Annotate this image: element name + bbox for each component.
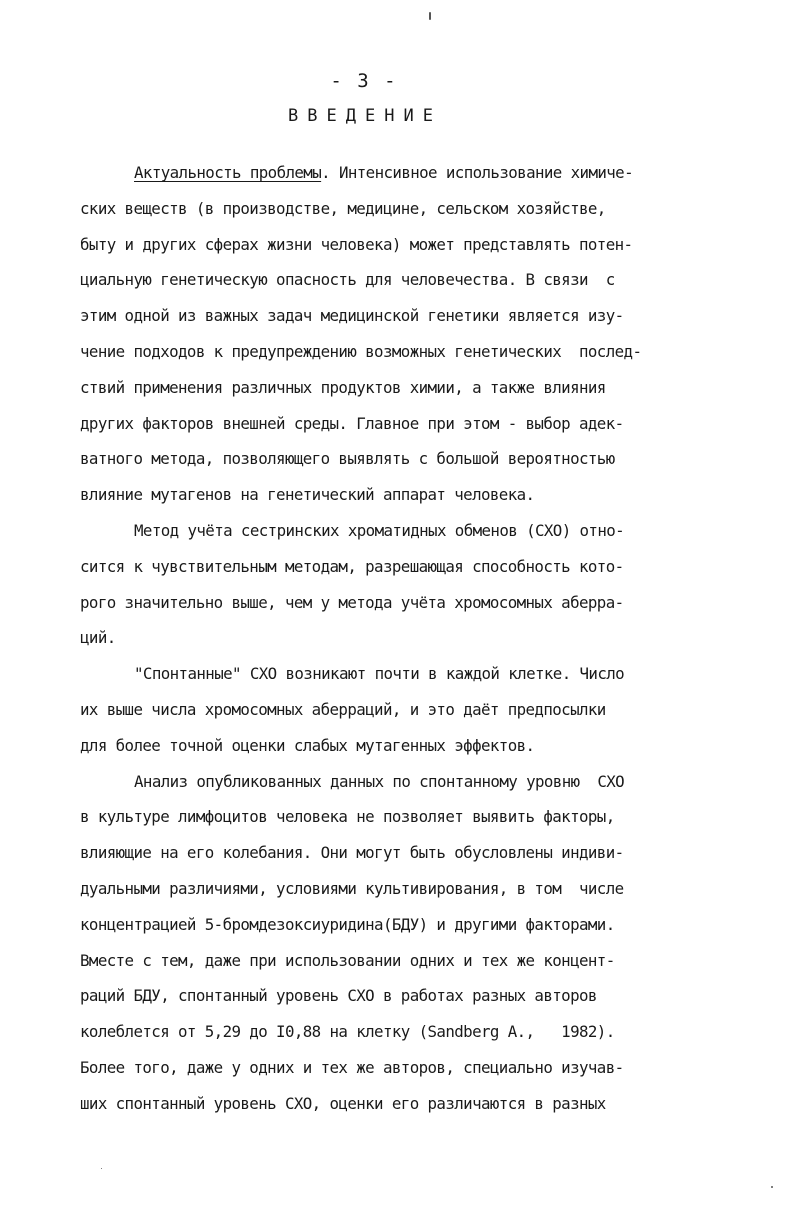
text-line: сится к чувствительным методам, разрешающая способность кото- xyxy=(80,556,624,576)
text-line: Более того, даже у одних и тех же авторов, специально изучав- xyxy=(80,1057,624,1077)
text-line: ших спонтанный уровень СХО, оценки его различаются в разных xyxy=(80,1093,606,1113)
text-line: ствий применения различных продуктов химии, а также влияния xyxy=(80,377,606,397)
text-line: в культуре лимфоцитов человека не позволяет выявить факторы, xyxy=(80,807,615,827)
text-line: Метод учёта сестринских хроматидных обменов (СХО) отно- xyxy=(134,520,625,540)
text-line: для более точной оценки слабых мутагенных эффектов. xyxy=(80,735,535,755)
text-line: рого значительно выше, чем у метода учёта хромосомных аберра- xyxy=(80,592,624,612)
topic-label: Актуальность проблемы xyxy=(134,163,322,182)
scan-speck xyxy=(771,1186,773,1188)
page-number: - 3 - xyxy=(330,70,398,92)
text-line: раций БДУ, спонтанный уровень СХО в работах разных авторов xyxy=(80,986,597,1006)
text-line: концентрацией 5-бромдезоксиуридина(БДУ) и другими факторами. xyxy=(80,914,615,934)
scan-speck xyxy=(101,1168,102,1169)
text-run: . Интенсивное использование химиче- xyxy=(321,163,633,182)
body-text xyxy=(80,155,770,1122)
text-line: ций. xyxy=(80,628,116,648)
text-line: чение подходов к предупреждению возможных генетических послед- xyxy=(80,341,642,361)
text-line: быту и других сферах жизни человека) может представлять потен- xyxy=(80,234,633,254)
text-line: "Спонтанные" СХО возникают почти в каждой клетке. Число xyxy=(134,664,625,684)
text-line: ватного метода, позволяющего выявлять с большой вероятностью xyxy=(80,449,615,469)
text-line: циальную генетическую опасность для человечества. В связи с xyxy=(80,270,615,290)
text-line: колеблется от 5,29 до I0,88 на клетку (Sandberg A., 1982). xyxy=(80,1022,615,1042)
text-line: Анализ опубликованных данных по спонтанному уровню СХО xyxy=(134,771,625,791)
text-line: этим одной из важных задач медицинской генетики является изу- xyxy=(80,306,624,326)
section-heading: ВВЕДЕНИЕ xyxy=(288,106,442,126)
text-line xyxy=(80,155,770,191)
scan-speck xyxy=(429,12,431,20)
text-line: Вместе с тем, даже при использовании одних и тех же концент- xyxy=(80,950,615,970)
text-line: их выше числа хромосомных аберраций, и это даёт предпосылки xyxy=(80,699,606,719)
text-line: влияние мутагенов на генетический аппарат человека. xyxy=(80,485,535,505)
text-line: других факторов внешней среды. Главное при этом - выбор адек- xyxy=(80,413,624,433)
text-line: влияющие на его колебания. Они могут быть обусловлены индиви- xyxy=(80,843,624,863)
text-line: ских веществ (в производстве, медицине, сельском хозяйстве, xyxy=(80,198,606,218)
text-line: дуальными различиями, условиями культивирования, в том числе xyxy=(80,878,624,898)
